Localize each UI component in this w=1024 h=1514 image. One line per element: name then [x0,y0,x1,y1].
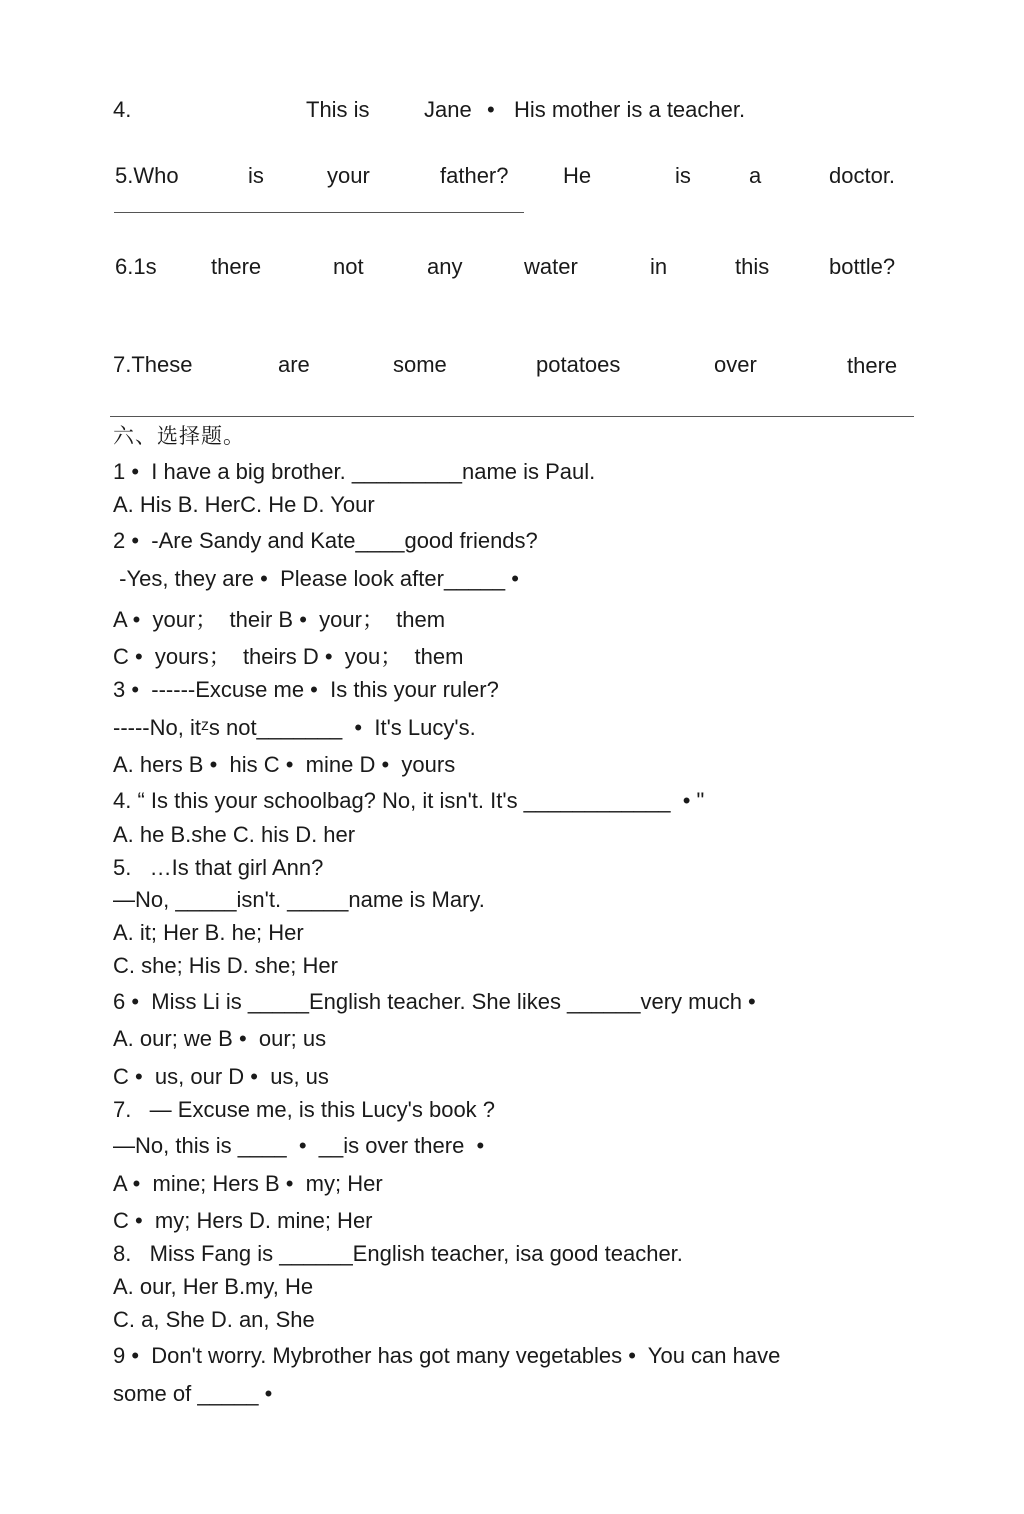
s6-word: not [333,254,364,279]
question-7-options: A • mine; Hers B • my; Her [113,1171,383,1196]
s5-word: your [327,163,370,188]
s6-word: water [524,254,578,279]
question-6: 6 • Miss Li is _____English teacher. She likes ______very much • [113,989,756,1014]
question-2-reply: -Yes, they are • Please look after_____ • [113,566,519,591]
s6-word: in [650,254,668,279]
question-6-options: C • us, our D • us, us [113,1064,329,1089]
s4-bullet: • [487,97,495,122]
question-5: 5. …Is that girl Ann? [113,855,324,880]
s5-word: is [248,163,264,188]
question-1: 1 • I have a big brother. _________name is Paul. [113,459,596,484]
question-9-cont: some of _____ • [113,1381,273,1406]
s4-word: Jane [424,97,472,122]
question-8-options: C. a, She D. an, She [113,1307,315,1332]
s7-word: are [278,352,310,377]
question-6-options: A. our; we B • our; us [113,1026,327,1051]
question-7-reply: —No, this is ____ • __is over there • [113,1133,485,1158]
question-3-reply: -----No, itᶻs not_______ • It's Lucy's. [113,715,476,740]
answer-line [110,416,914,417]
s4-word: His mother is a teacher. [514,97,746,122]
question-7: 7. — Excuse me, is this Lucy's book ? [113,1097,496,1122]
question-8-options: A. our, Her B.my, He [113,1274,314,1299]
question-4-options: A. he B.she C. his D. her [113,822,356,847]
s6-word: this [735,254,770,279]
s6-word: bottle? [829,254,896,279]
s6-word: 6.1s [115,254,157,279]
answer-line [114,212,524,213]
s5-word: He [563,163,592,188]
question-9: 9 • Don't worry. Mybrother has got many vegetables • You can have [113,1343,781,1368]
question-4: 4. “ Is this your schoolbag? No, it isn't. It's ____________ • " [113,788,705,813]
question-2: 2 • -Are Sandy and Kate____good friends? [113,528,538,553]
s6-word: there [211,254,262,279]
question-2-options: A • your； their B • your； them [113,607,446,632]
question-5-reply: —No, _____isn't. _____name is Mary. [113,887,485,912]
s5-word: 5.Who [115,163,179,188]
s5-word: a [749,163,762,188]
question-2-options: C • yours； theirs D • you； them [113,644,464,669]
s5-word: father? [440,163,509,188]
question-3-options: A. hers B • his C • mine D • yours [113,752,456,777]
s7-word: over [714,352,757,377]
s5-word: doctor. [829,163,896,188]
question-7-options: C • my; Hers D. mine; Her [113,1208,373,1233]
s7-word: some [393,352,447,377]
question-8: 8. Miss Fang is ______English teacher, isa good teacher. [113,1241,683,1266]
question-3: 3 • ------Excuse me • Is this your ruler? [113,677,499,702]
section-heading: 六、选择题。 [113,424,245,448]
question-5-options: A. it; Her B. he; Her [113,920,304,945]
s6-word: any [427,254,463,279]
s4-number: 4. [113,97,132,122]
s4-word: This is [306,97,370,122]
question-5-options: C. she; His D. she; Her [113,953,338,978]
question-1-options: A. His B. HerC. He D. Your [113,492,375,517]
s7-word: potatoes [536,352,621,377]
s5-word: is [675,163,691,188]
s7-word: 7.These [113,352,193,377]
s7-word: there [847,353,898,378]
